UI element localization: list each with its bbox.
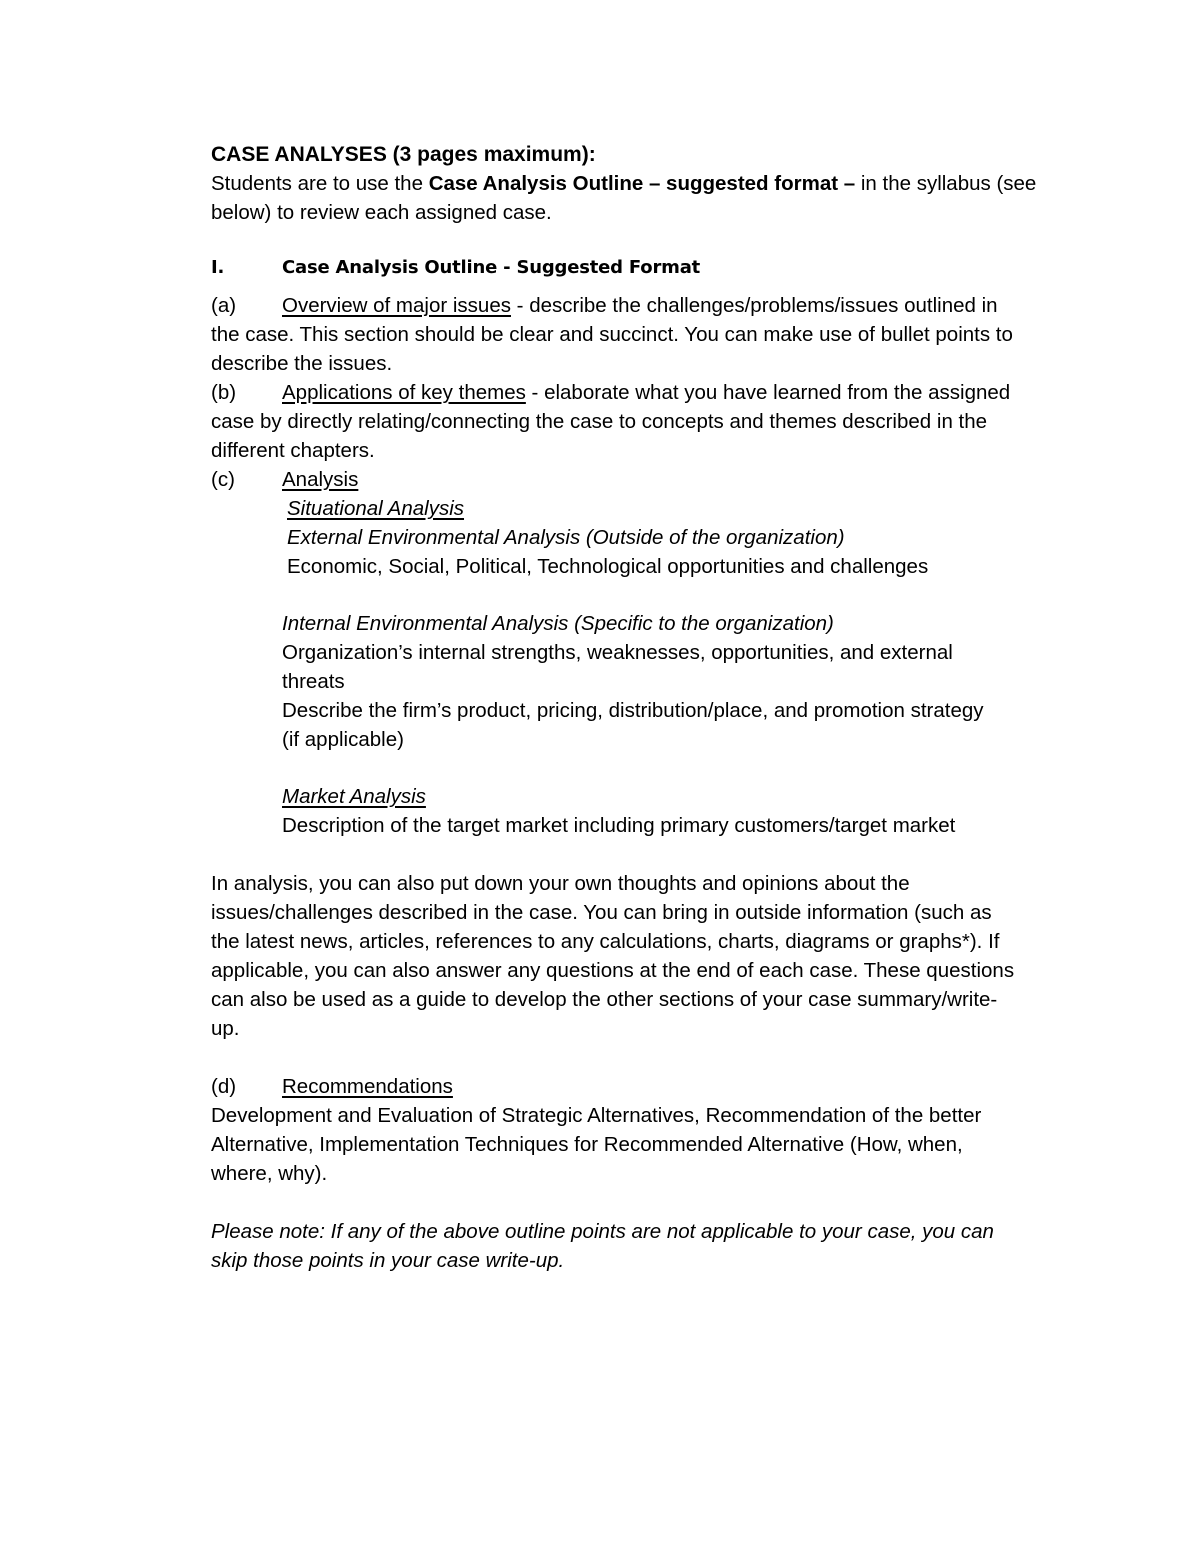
item-c-label: (c) xyxy=(211,468,235,491)
analysis-note xyxy=(211,869,1071,1043)
item-d-text-3: where, why). xyxy=(211,1162,328,1185)
section-heading-text: Case Analysis Outline - Suggested Format xyxy=(282,257,701,278)
external-analysis-heading: External Environmental Analysis (Outside of the organization) xyxy=(287,526,845,549)
analysis-note-line-4: applicable, you can also answer any questions at the end of each case. These questions xyxy=(211,959,1015,982)
intro-post: in the syllabus (see xyxy=(855,172,1037,195)
item-a-label: (a) xyxy=(211,294,237,317)
item-b-row xyxy=(211,378,1071,407)
item-a-text-2: the case. This section should be clear and succinct. You can make use of bullet points to xyxy=(211,323,1013,346)
intro-bold: Case Analysis Outline – suggested format – xyxy=(428,172,856,195)
analysis-note-line-5: can also be used as a guide to develop the other sections of your case summary/write- xyxy=(211,988,998,1011)
item-a-title: Overview of major issues xyxy=(282,294,511,317)
item-a-text-3: describe the issues. xyxy=(211,352,393,375)
internal-analysis-text-4: (if applicable) xyxy=(282,728,404,751)
internal-analysis-text-3: Describe the firm’s product, pricing, distribution/place, and promotion strategy xyxy=(282,699,984,722)
item-b-text-3: different chapters. xyxy=(211,439,375,462)
item-b-label: (b) xyxy=(211,381,237,404)
please-note-line-1: Please note: If any of the above outline points are not applicable to your case, you can xyxy=(211,1220,994,1243)
internal-analysis-heading: Internal Environmental Analysis (Specific to the organization) xyxy=(282,612,834,635)
please-note-line-2: skip those points in your case write-up. xyxy=(211,1249,565,1272)
market-analysis-text: Description of the target market including primary customers/target market xyxy=(282,814,956,837)
item-d-text-1: Development and Evaluation of Strategic Alternatives, Recommendation of the better xyxy=(211,1104,982,1127)
analysis-note-line-3: the latest news, articles, references to any calculations, charts, diagrams or graphs*). If xyxy=(211,930,1000,953)
item-b-title: Applications of key themes xyxy=(282,381,526,404)
intro-line-2: below) to review each assigned case. xyxy=(211,201,552,224)
item-b-text-2: case by directly relating/connecting the case to concepts and themes described in the xyxy=(211,410,988,433)
section-heading xyxy=(211,253,1071,282)
analysis-note-line-2: issues/challenges described in the case. You can bring in outside information (such as xyxy=(211,901,992,924)
page-title: CASE ANALYSES (3 pages maximum): xyxy=(211,143,596,166)
section-numeral: I. xyxy=(211,257,225,278)
internal-analysis-text-2: threats xyxy=(282,670,345,693)
item-c-row xyxy=(211,465,1071,494)
item-a-row xyxy=(211,291,1071,320)
item-d-title: Recommendations xyxy=(282,1075,453,1098)
situational-analysis-heading: Situational Analysis xyxy=(287,497,465,520)
item-d-text-2: Alternative, Implementation Techniques for Recommended Alternative (How, when, xyxy=(211,1133,963,1156)
item-d-label: (d) xyxy=(211,1075,237,1098)
document-body xyxy=(211,140,1071,1275)
internal-analysis-text-1: Organization’s internal strengths, weaknesses, opportunities, and external xyxy=(282,641,953,664)
item-d-row xyxy=(211,1072,1071,1101)
item-c-title: Analysis xyxy=(282,468,359,491)
analysis-note-line-1: In analysis, you can also put down your own thoughts and opinions about the xyxy=(211,872,910,895)
item-b-text-1: - elaborate what you have learned from the assigned xyxy=(525,381,1011,404)
analysis-note-line-6: up. xyxy=(211,1017,240,1040)
intro-pre: Students are to use the xyxy=(211,172,429,195)
external-analysis-text: Economic, Social, Political, Technological opportunities and challenges xyxy=(287,555,929,578)
please-note xyxy=(211,1217,1071,1275)
item-a-text-1: - describe the challenges/problems/issues outlined in xyxy=(510,294,998,317)
market-analysis-heading: Market Analysis xyxy=(282,785,426,808)
intro-line-1 xyxy=(211,169,1071,198)
